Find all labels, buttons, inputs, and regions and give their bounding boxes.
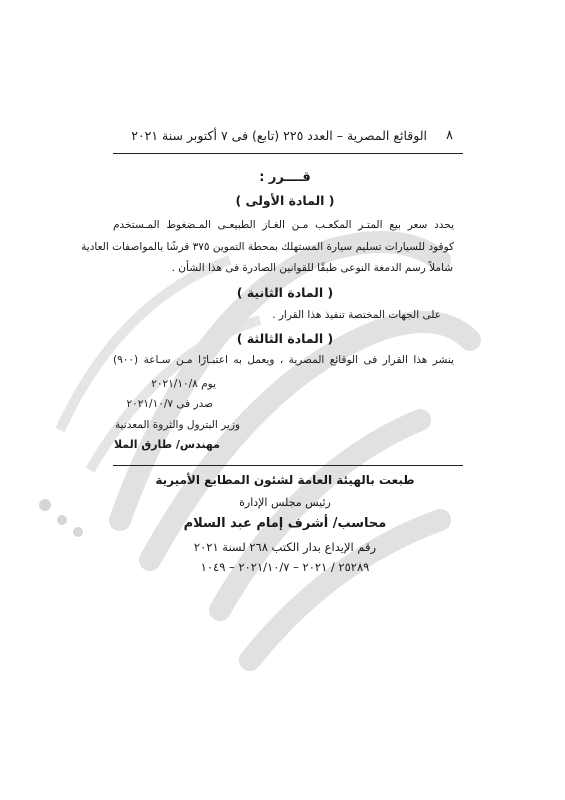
article3-heading: ( المادة الثالثة ) <box>236 331 334 346</box>
article1-line-3: شاملاً رسم الدمغة النوعى طبقًا للقوانين الصادرة فى هذا الشأن . <box>171 262 453 274</box>
article2-text: على الجهات المختصة تنفيذ هذا القرار . <box>272 309 441 321</box>
article1-line-2: كوقود للسيارات تسليم سيارة المستهلك بمحطة التموين ٣٧٥ قرشًا بالمواصفات العادية <box>81 241 454 253</box>
printer-credit: طبعت بالهيئة العامة لشئون المطابع الأميرية <box>155 473 415 487</box>
page-number: ٨ <box>446 128 453 143</box>
issued-date: صدر فى ٢٠٢١/١٠/٧ <box>126 398 213 410</box>
minister-title: وزير البترول والثروة المعدنية <box>114 419 240 431</box>
deposit-number: رقم الإيداع بدار الكتب ٢٦٨ لسنة ٢٠٢١ <box>193 540 377 554</box>
decree-title: قــــرر : <box>259 170 311 185</box>
print-code: ٢٥٢٨٩ / ٢٠٢١ – ٢٠٢١/١٠/٧ – ١٠٤٩ <box>200 560 370 574</box>
chairman-title: رئيس مجلس الإدارة <box>239 496 331 509</box>
gazette-header-title: الوقائع المصرية – العدد ٢٢٥ (تابع) فى ٧ أكتوبر سنة ٢٠٢١ <box>131 128 427 143</box>
article2-heading: ( المادة الثانية ) <box>236 285 334 300</box>
chairman-name: محاسب/ أشرف إمام عبد السلام <box>183 516 387 531</box>
article3-line-2: يوم ٢٠٢١/١٠/٨ <box>151 378 216 390</box>
header-divider <box>113 153 463 154</box>
article1-heading: ( المادة الأولى ) <box>235 193 335 208</box>
footer-divider <box>113 465 463 466</box>
article3-line-1: ينشر هذا القرار فى الوقائع المصرية ، ويعمل به اعتبـارًا مـن سـاعة (٩٠٠) <box>113 354 454 366</box>
article1-line-1: يحدد سعر بيع المتـر المكعـب مـن الغـاز الطبيعـى المـضغوط المـستخدم <box>113 219 454 231</box>
minister-name: مهندس/ طارق الملا <box>113 438 220 451</box>
